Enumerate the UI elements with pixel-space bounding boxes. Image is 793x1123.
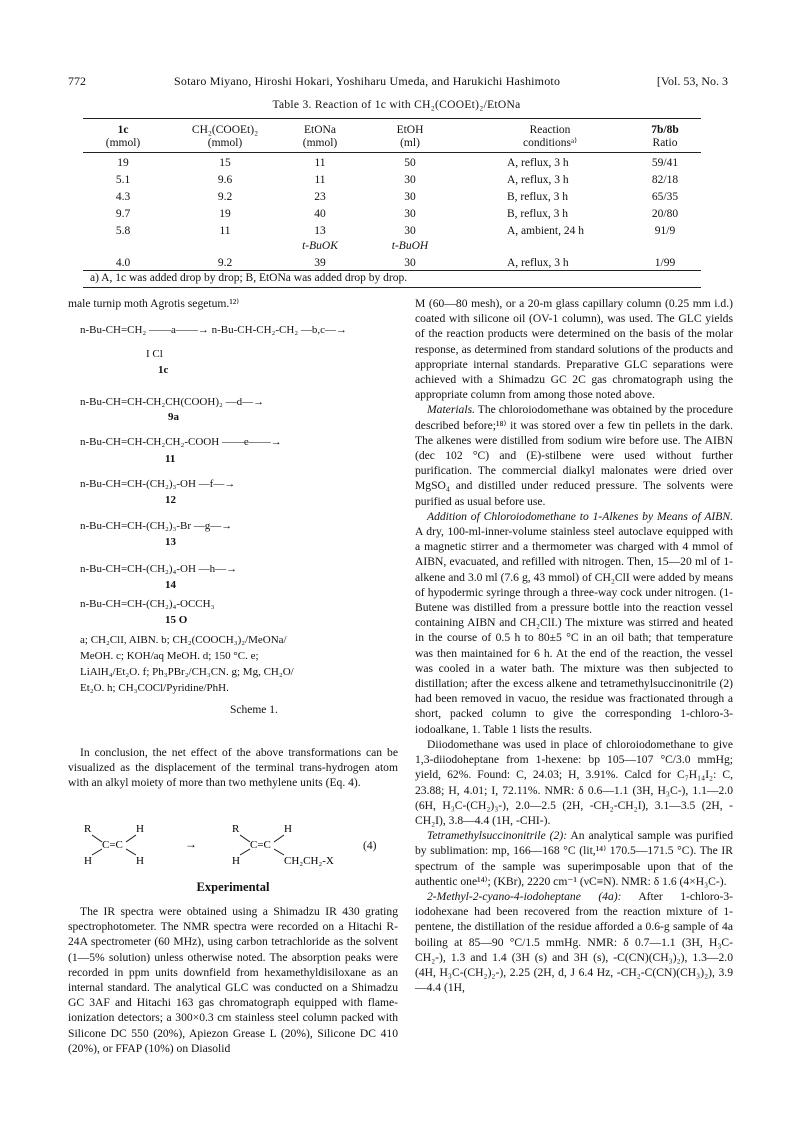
table-cell: 11 xyxy=(314,157,326,169)
table-cell: 59/41 xyxy=(651,157,679,169)
svg-text:H: H xyxy=(284,823,292,835)
table-cell: 39 xyxy=(314,257,326,269)
paragraph: 2-Methyl-2-cyano-4-iodoheptane (4a): After 1-chloro-3-iodohexane had been recovered from the reaction mixture of 1-pentene, the distillation of the residue afforded a 0.6-g sample of 4a boiling at 85—90 °C/1.5 mmHg. NMR: δ 0.7—1.1 (3H, H₃C-CH₂-), 1.3 and 1.4 (3H (s) and 3H (s), -C(CN)(CH₃)₂), 1.3—2.0 (4H, H₃C-(CH₂)₂-), 2.25 (2H, d, J 6.4 Hz, -CH₂-C(CN)(CH₃)₂), 3.9—4.4 (1H, xyxy=(415,889,734,995)
table-cell: t-BuOH xyxy=(391,240,429,252)
table-header-cell: EtONa (mmol) xyxy=(302,124,338,149)
table-cell: 13 xyxy=(314,225,326,237)
section-title: Experimental xyxy=(196,880,270,894)
table-cell: 30 xyxy=(404,208,416,220)
table-cell: 82/18 xyxy=(651,174,679,186)
table-header-cell: 7b/8b Ratio xyxy=(651,124,679,149)
compound-label: 1c xyxy=(158,364,169,376)
svg-text:CH₂CH₂-X: CH₂CH₂-X xyxy=(284,855,334,867)
svg-text:R: R xyxy=(84,823,92,835)
svg-text:H: H xyxy=(84,855,92,867)
scheme-line: n-Bu-CH=CH-CH₂CH(COOH)₂ —d—→ xyxy=(80,396,265,408)
table-cell: 4.3 xyxy=(115,191,131,203)
right-column xyxy=(415,296,733,995)
table-cell: A, reflux, 3 h xyxy=(507,174,569,186)
table-header-cell: 1c (mmol) xyxy=(105,124,141,149)
compound-label: 11 xyxy=(165,453,176,465)
compound-label: 13 xyxy=(165,536,176,548)
authors: Sotaro Miyano, Hiroshi Hokari, Yoshiharu Umeda, and Harukichi Hashimoto xyxy=(174,74,561,88)
table-footnote: a) A, 1c was added drop by drop; B, EtONa was added drop by drop. xyxy=(90,272,408,284)
paragraph: Tetramethylsuccinonitrile (2): An analytical sample was purified by sublimation: mp, 166—168 °C (lit,¹⁴⁾ 170.5—171.5 °C). The IR spectrum of the sample was superimposable upon that of the authentic one¹⁴⁾; (KBr), 2220 cm⁻¹ (νC≡N). NMR: δ 1.6 (4×H₃C-). xyxy=(415,829,734,888)
table-header-rule xyxy=(83,152,701,153)
scheme-line: MeOH. c; KOH/aq MeOH. d; 150 °C. e; xyxy=(80,650,259,662)
table-cell: A, ambient, 24 h xyxy=(507,225,584,237)
table-cell: 19 xyxy=(117,157,129,169)
table-cell: 9.2 xyxy=(217,191,233,203)
running-header xyxy=(68,74,728,90)
table-bottom-rule xyxy=(83,270,701,271)
table-cell: 5.8 xyxy=(115,225,131,237)
table-cell: 15 xyxy=(219,157,231,169)
scheme-line: n-Bu-CH=CH-(CH₂)₃-OH —f—→ xyxy=(80,478,236,490)
table-cell: 65/35 xyxy=(651,191,679,203)
volume-info: [Vol. 53, No. 3 xyxy=(656,74,728,88)
svg-text:H: H xyxy=(136,855,144,867)
equation-number: (4) xyxy=(363,840,377,852)
paragraph: Diiodomethane was used in place of chloroiodomethane to give 1,3-diiodoheptane from 1-hexene: bp 105—107 °C/3.0 mmHg; yield, 62%. Found: C, 24.03; H, 3.91%. Calcd for C₇H₁₄I₂: C, 23.88; H, 4.01; I, 72.11%. NMR: δ 0.6—1.1 (3H, H₃C-), 1.1—2.0 (6H, H₃C-(CH₂)₃-), 2.0—2.5 (2H, -CH₂-CH₂I), 3.1—3.5 (2H, -CH₂I), 3.8—4.4 (1H, -CHI-). xyxy=(415,737,733,827)
scheme-line: n-Bu-CH=CH-(CH₂)₄-OH —h—→ xyxy=(80,563,238,575)
svg-text:H: H xyxy=(232,855,240,867)
scheme-1 xyxy=(80,316,400,716)
scheme-line: n-Bu-CH=CH-(CH₂)₃-Br —g—→ xyxy=(80,520,233,532)
table-cell: 30 xyxy=(404,191,416,203)
left-intro xyxy=(68,296,398,311)
compound-label: 14 xyxy=(165,579,176,591)
scheme-line: LiAlH₄/Et₂O. f; Ph₃PBr₂/CH₃CN. g; Mg, CH₂O/ xyxy=(80,666,294,678)
scheme-line: n-Bu-CH=CH-(CH₂)₄-OCCH₃ xyxy=(80,598,215,610)
table-cell: 20/80 xyxy=(651,208,679,220)
table-cell: B, reflux, 3 h xyxy=(507,191,569,203)
paragraph: M (60—80 mesh), or a 20-m glass capillary column (0.25 mm i.d.) coated with silicone oil (OV-1 column), was used. The GLC yields of the reaction products were determined on the basis of the molar response, as determined from standard solutions of the products and appropriate internal standards. Preparative GLC separations were achieved with a Shimadzu GC 2C gas chromatograph using the appropriate column from among those noted above. xyxy=(415,297,733,402)
svg-text:H: H xyxy=(136,823,144,835)
paragraph: Materials. The chloroiodomethane was obtained by the procedure described before;¹⁸⁾ it was stored over a few tin pellets in the dark. The alkenes were distilled from sodium wire before use. The AIBN (dec 102 °C) and (E)-stilbene were used without further purification. The commercial dialkyl malonates were dried over MgSO₄ and distilled under reduced pressure. The solvents were purified as usual before use. xyxy=(415,403,733,508)
table-cell: A, reflux, 3 h xyxy=(507,157,569,169)
table-cell: 30 xyxy=(404,257,416,269)
table-header-cell: Reaction conditionsᵃ⁾ xyxy=(523,124,577,149)
table-3 xyxy=(0,118,793,273)
scheme-line: n-Bu-CH=CH-CH₂CH₂-COOH ——e——→ xyxy=(80,436,282,448)
scheme-line: n-Bu-CH=CH₂ ——a——→ n-Bu-CH-CH₂-CH₂ —b,c—→ xyxy=(80,324,348,336)
table-cell: 5.1 xyxy=(115,174,131,186)
table-cell: 9.6 xyxy=(217,174,233,186)
page-number: 772 xyxy=(68,74,86,88)
scheme-line: a; CH₂ClI, AIBN. b; CH₂(COOCH₃)₂/MeONa/ xyxy=(80,634,287,646)
equation-4 xyxy=(80,818,400,868)
intro-text: male turnip moth Agrotis segetum.¹²⁾ xyxy=(68,297,240,310)
table-cell: 40 xyxy=(314,208,326,220)
table-header-cell: CH₂(COOEt)₂ (mmol) xyxy=(191,124,259,149)
table-header-cell: EtOH (ml) xyxy=(396,124,424,149)
scheme-line: I Cl xyxy=(146,348,163,360)
table-cell: 30 xyxy=(404,174,416,186)
footnote-rule xyxy=(83,287,701,288)
experimental-paragraph: The IR spectra were obtained using a Shimadzu IR 430 grating spectrophotometer. The NMR spectra were recorded on a Hitachi R-24A spectrometer (60 MHz), using carbon tetrachloride as the solvent (1—5% solution) unless otherwise noted. The absorption peaks were recorded in ppm units downfield from hexamethyldisiloxane as an internal standard. The analytical GLC was conducted on a Shimadzu GC 3AF and Hitachi 163 gas chromatograph equipped with flame-ionization detectors; a 300×0.3 cm stainless steel column packed with Silicone DC 550 (20%), Apiezon Grease L (20%), Silicone DC 410 (20%), or FFAP (10%) on Diasolid xyxy=(68,905,398,1055)
scheme-line: Et₂O. h; CH₃COCl/Pyridine/PhH. xyxy=(80,682,229,694)
compound-label: 15 O xyxy=(165,614,188,626)
table-cell: A, reflux, 3 h xyxy=(507,257,569,269)
table-cell: 19 xyxy=(219,208,231,220)
scheme-title: Scheme 1. xyxy=(230,704,278,716)
svg-text:R: R xyxy=(232,823,240,835)
table-cell: 1/99 xyxy=(654,257,676,269)
table-caption: Table 3. Reaction of 1c with CH₂(COOEt)₂/EtONa xyxy=(272,99,521,111)
table-cell: 4.0 xyxy=(115,257,131,269)
table-cell: 9.2 xyxy=(217,257,233,269)
paragraph: Addition of Chloroiodomethane to 1-Alkenes by Means of AIBN. A dry, 100-ml-inner-volume stainless steel autoclave equipped with a magnetic stirrer and a thermometer was charged with 4 mmol of AIBN, evacuated, and refilled with nitrogen. Then, 15—20 ml of 1-alkene and 3.0 ml (7.6 g, 43 mmol) of CH₂ClI were added by means of hypodermic syringe through a three-way cock under nitrogen. (1-Butene was distilled from a pressure bottle into the reaction vessel containing AIBN and CH₂ClI.) The mixture was stirred and heated in the course of 0.5 h to 80±5 °C in an oil bath; that temperature was then maintained for 6 h. At the end of the reaction, the vessel was cooled in a water bath. The mixture was then subjected to distillation; after the excess alkene and tetramethylsuccinonitrile (2) had been removed in vacuo, the residue was fractionated through a short, packed column to give the corresponding 1-chloro-3-iodoalkane, 1. Table 1 lists the results. xyxy=(415,509,733,736)
svg-text:→: → xyxy=(185,837,197,851)
compound-label: 12 xyxy=(165,494,176,506)
table-cell: 9.7 xyxy=(115,208,131,220)
table-cell: 91/9 xyxy=(654,225,676,237)
table-top-rule xyxy=(83,118,701,119)
svg-text:C=C: C=C xyxy=(250,839,271,851)
table-cell: 11 xyxy=(314,174,326,186)
svg-text:C=C: C=C xyxy=(102,839,123,851)
table-cell: 50 xyxy=(404,157,416,169)
table-cell: B, reflux, 3 h xyxy=(507,208,569,220)
table-cell: 30 xyxy=(404,225,416,237)
table-cell: 23 xyxy=(314,191,326,203)
table-cell: 11 xyxy=(219,225,231,237)
conclusion-paragraph: In conclusion, the net effect of the above transformations can be visualized as the displacement of the terminal trans-hydrogen atom with an alkyl moiety of more than two methylene units (Eq. 4). xyxy=(68,746,398,790)
equation-graphic xyxy=(80,818,400,868)
compound-label: 9a xyxy=(168,411,179,423)
table-cell: t-BuOK xyxy=(302,240,338,252)
